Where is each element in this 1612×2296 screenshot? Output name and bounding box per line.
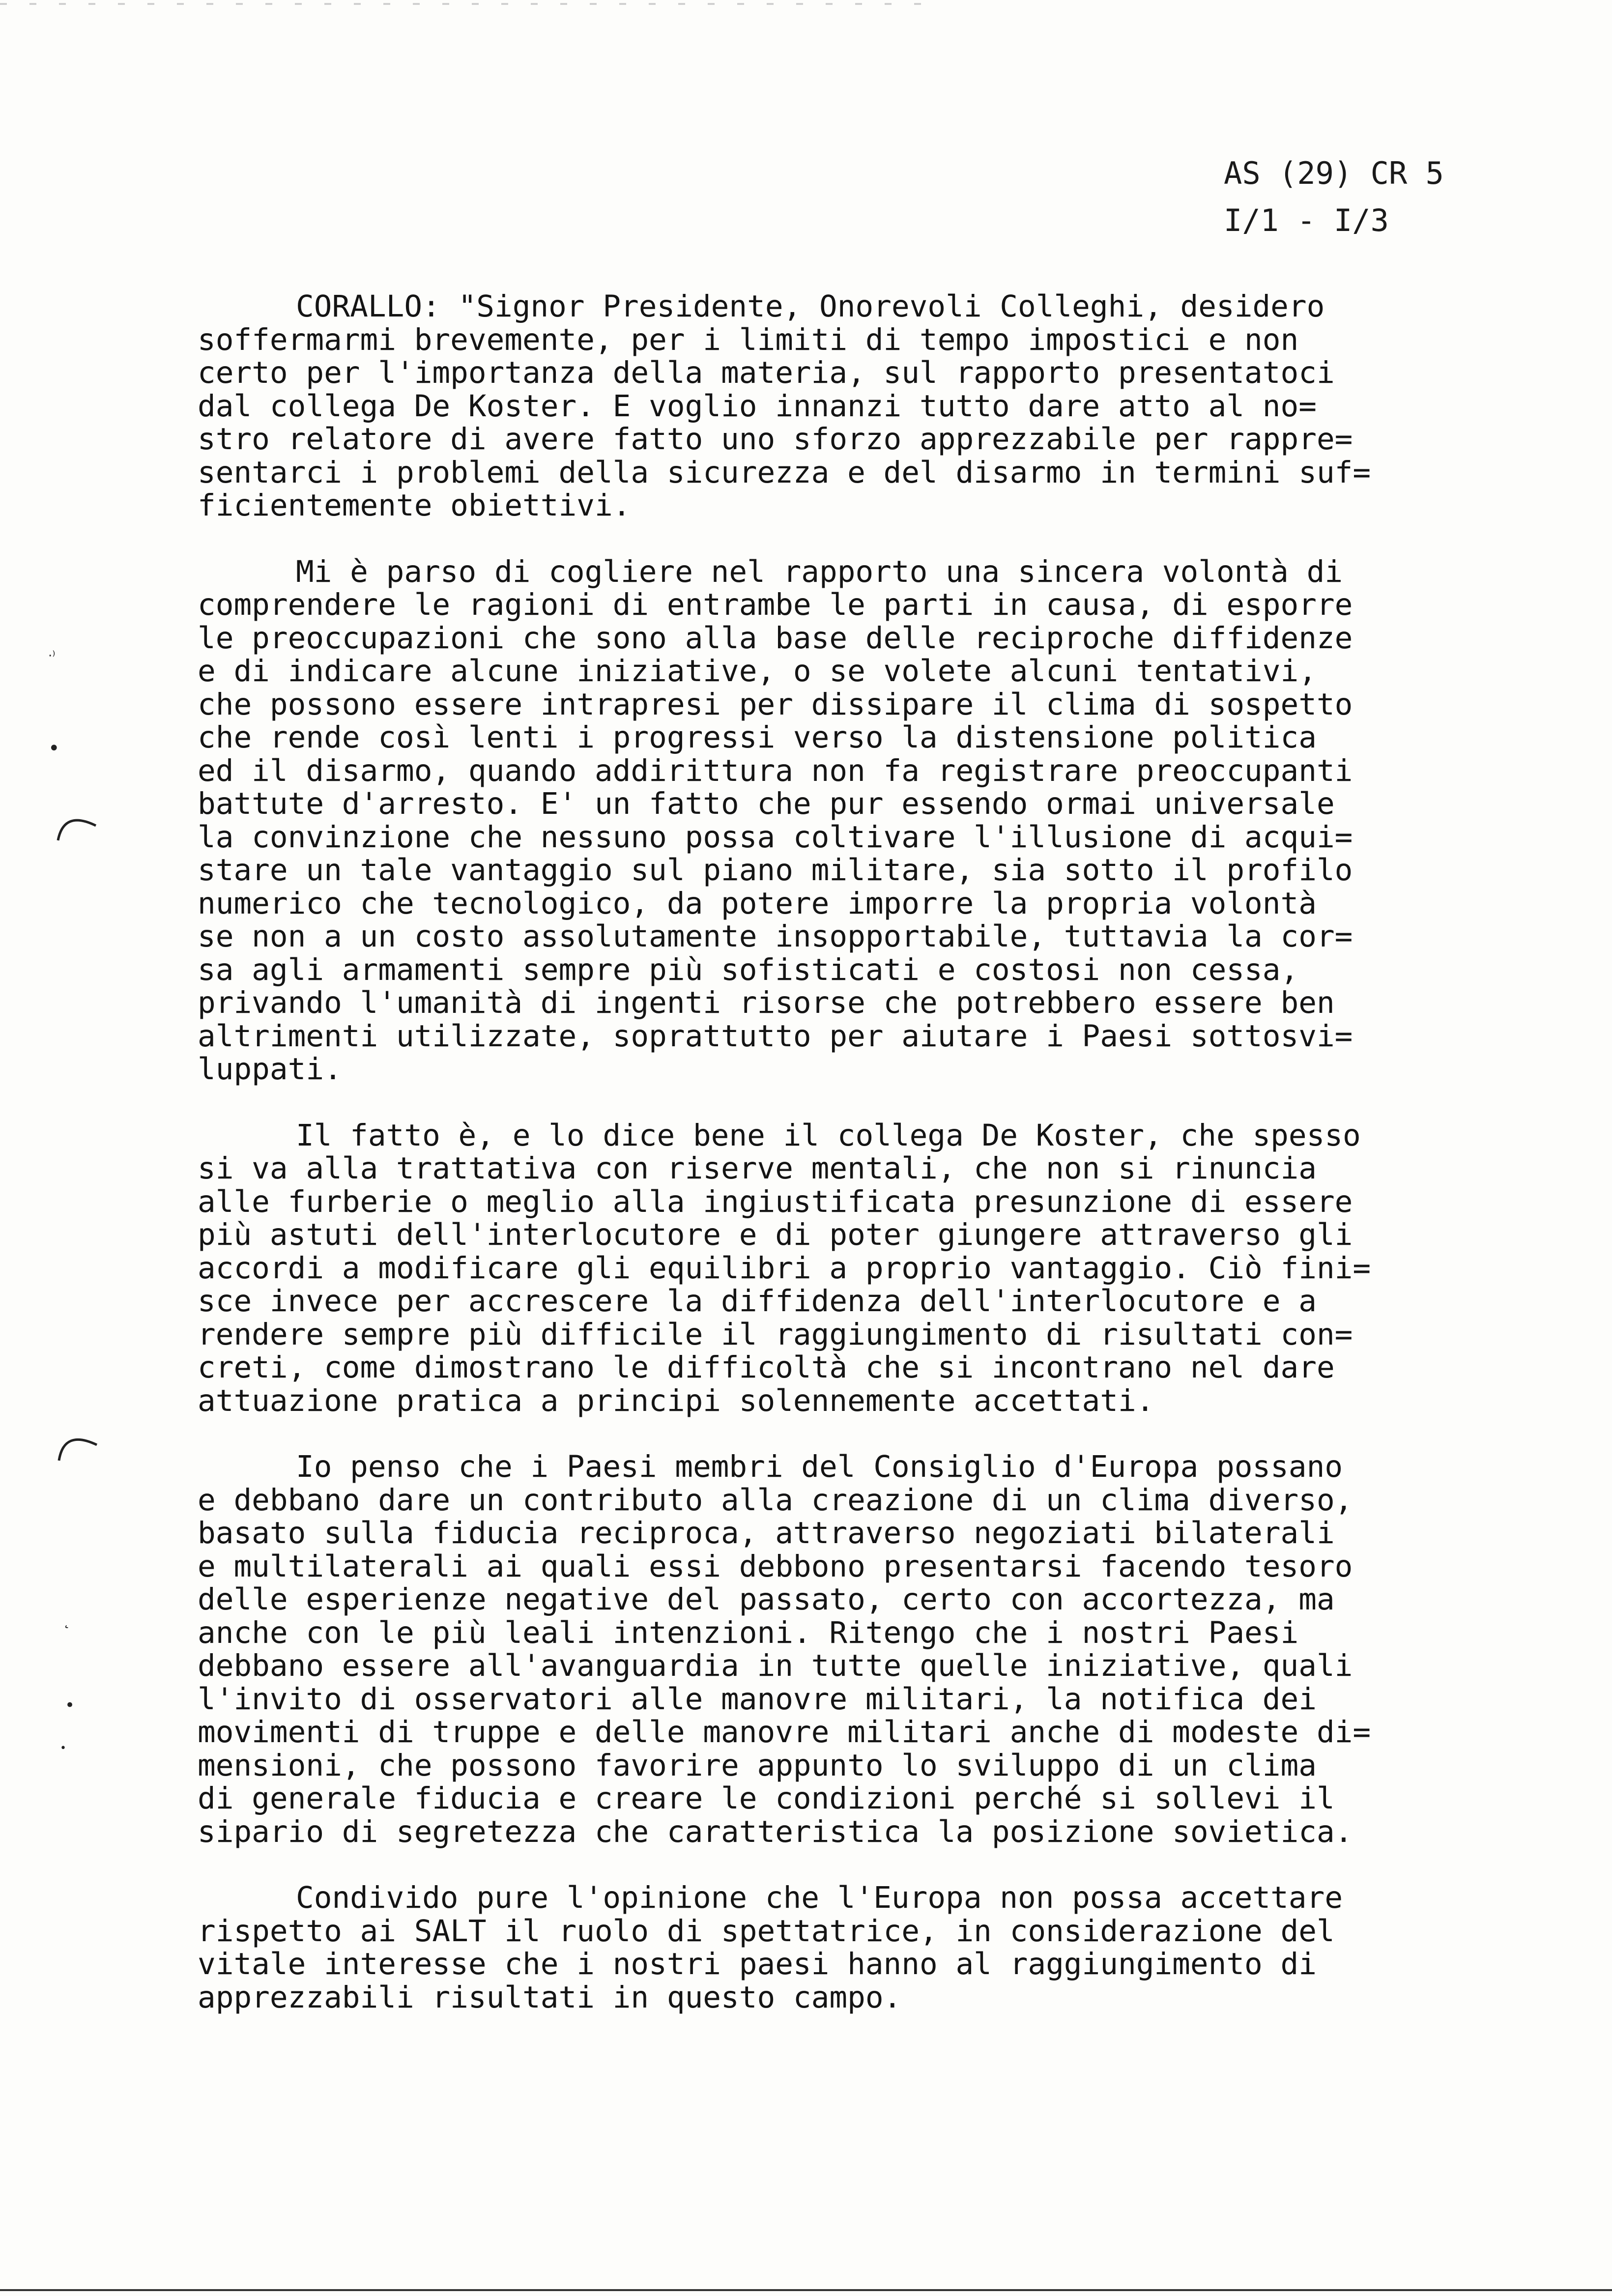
text-line: creti, come dimostrano le difficoltà che si incontrano nel dare xyxy=(198,1350,1335,1385)
text-line: sentarci i problemi della sicurezza e del disarmo in termini suf= xyxy=(198,455,1371,490)
text-line: sipario di segretezza che caratteristica la posizione sovietica. xyxy=(198,1814,1353,1849)
text-line: dal collega De Koster. E voglio innanzi tutto dare atto al no= xyxy=(198,388,1317,424)
paragraph-3 xyxy=(198,1119,1495,1418)
margin-arc-mark xyxy=(55,1425,99,1464)
text-line: sce invece per accrescere la diffidenza dell'interlocutore e a xyxy=(198,1284,1317,1319)
page-range: I/1 - I/3 xyxy=(1224,202,1389,238)
text-line: più astuti dell'interlocutore e di poter giungere attraverso gli xyxy=(198,1217,1353,1252)
text-line: stro relatore di avere fatto uno sforzo apprezzabile per rappre= xyxy=(198,422,1353,457)
text-line: battute d'arresto. E' un fatto che pur essendo ormai universale xyxy=(198,786,1335,821)
text-line: altrimenti utilizzate, soprattutto per aiutare i Paesi sottosvi= xyxy=(198,1018,1353,1054)
text-line: soffermarmi brevemente, per i limiti di tempo impostici e non xyxy=(198,322,1299,357)
text-line: ficientemente obiettivi. xyxy=(198,488,631,523)
scan-artifact xyxy=(0,3,934,5)
text-line: ed il disarmo, quando addirittura non fa registrare preoccupanti xyxy=(198,753,1353,788)
text-line: e multilaterali ai quali essi debbono presentarsi facendo tesoro xyxy=(198,1549,1353,1584)
paragraph-5 xyxy=(198,1881,1495,2014)
text-line: rendere sempre più difficile il raggiungimento di risultati con= xyxy=(198,1317,1353,1352)
text-line: numerico che tecnologico, da potere imporre la propria volontà xyxy=(198,886,1317,921)
text-line: l'invito di osservatori alle manovre militari, la notifica dei xyxy=(198,1681,1317,1717)
margin-mark: • xyxy=(65,1695,75,1715)
text-line: che possono essere intrapresi per dissipare il clima di sospetto xyxy=(198,687,1353,722)
text-line: privando l'umanità di ingenti risorse che potrebbero essere ben xyxy=(198,985,1335,1020)
text-line: rispetto ai SALT il ruolo di spettatrice, in considerazione del xyxy=(198,1913,1335,1949)
text-line: delle esperienze negative del passato, certo con accortezza, ma xyxy=(198,1582,1335,1617)
text-line: accordi a modificare gli equilibri a proprio vantaggio. Ciò fini= xyxy=(198,1250,1371,1286)
text-line: di generale fiducia e creare le condizioni perché si sollevi il xyxy=(198,1781,1335,1816)
text-line: la convinzione che nessuno possa coltivare l'illusione di acqui= xyxy=(198,819,1353,855)
text-line: si va alla trattativa con riserve mentali, che non si rinuncia xyxy=(198,1151,1317,1186)
reference-code: AS (29) CR 5 xyxy=(1224,155,1444,191)
text-line: sa agli armamenti sempre più sofisticati e costosi non cessa, xyxy=(198,952,1299,987)
text-line: Mi è parso di cogliere nel rapporto una sincera volontà di xyxy=(296,554,1343,589)
text-line: comprendere le ragioni di entrambe le parti in causa, di esporre xyxy=(198,587,1353,622)
text-line: Condivido pure l'opinione che l'Europa non possa accettare xyxy=(296,1880,1343,1915)
margin-mark: • xyxy=(60,1742,66,1754)
text-line: certo per l'importanza della materia, sul rapporto presentatoci xyxy=(198,355,1335,390)
text-line: movimenti di truppe e delle manovre militari anche di modeste di= xyxy=(198,1715,1371,1750)
text-line: anche con le più leali intenzioni. Ritengo che i nostri Paesi xyxy=(198,1615,1299,1650)
text-line: Il fatto è, e lo dice bene il collega De Koster, che spesso xyxy=(296,1118,1361,1153)
text-line: luppati. xyxy=(198,1052,342,1087)
text-line: e di indicare alcune iniziative, o se volete alcuni tentativi, xyxy=(198,654,1317,689)
text-line: mensioni, che possono favorire appunto lo sviluppo di un clima xyxy=(198,1748,1317,1783)
margin-arc-mark xyxy=(54,806,98,845)
text-line: che rende così lenti i progressi verso la distensione politica xyxy=(198,720,1317,755)
text-line: vitale interesse che i nostri paesi hanno al raggiungimento di xyxy=(198,1947,1317,1981)
margin-mark: ·⁾ xyxy=(48,649,56,663)
text-line: stare un tale vantaggio sul piano militare, sia sotto il profilo xyxy=(198,853,1353,888)
document-reference xyxy=(1224,150,1499,244)
text-line: e debbano dare un contributo alla creazione di un clima diverso, xyxy=(198,1482,1353,1518)
paragraph-2 xyxy=(198,555,1495,1086)
text-line: debbano essere all'avanguardia in tutte quelle iniziative, quali xyxy=(198,1648,1353,1683)
text-line: attuazione pratica a principi solennemente accettati. xyxy=(198,1383,1154,1418)
margin-mark: • xyxy=(48,737,60,760)
text-line: CORALLO: "Signor Presidente, Onorevoli Colleghi, desidero xyxy=(296,289,1325,324)
document-body xyxy=(198,290,1495,2047)
text-line: apprezzabili risultati in questo campo. xyxy=(198,1980,902,2015)
text-line: alle furberie o meglio alla ingiustificata presunzione di essere xyxy=(198,1184,1353,1219)
text-line: Io penso che i Paesi membri del Consiglio d'Europa possano xyxy=(296,1449,1343,1484)
margin-mark: ˛ xyxy=(63,1612,70,1629)
paragraph-1 xyxy=(198,290,1495,522)
page-bottom-edge xyxy=(0,2289,1612,2291)
paragraph-4 xyxy=(198,1450,1495,1848)
text-line: se non a un costo assolutamente insopportabile, tuttavia la cor= xyxy=(198,919,1353,954)
text-line: basato sulla fiducia reciproca, attraverso negoziati bilaterali xyxy=(198,1516,1335,1550)
text-line: le preoccupazioni che sono alla base delle reciproche diffidenze xyxy=(198,620,1353,656)
